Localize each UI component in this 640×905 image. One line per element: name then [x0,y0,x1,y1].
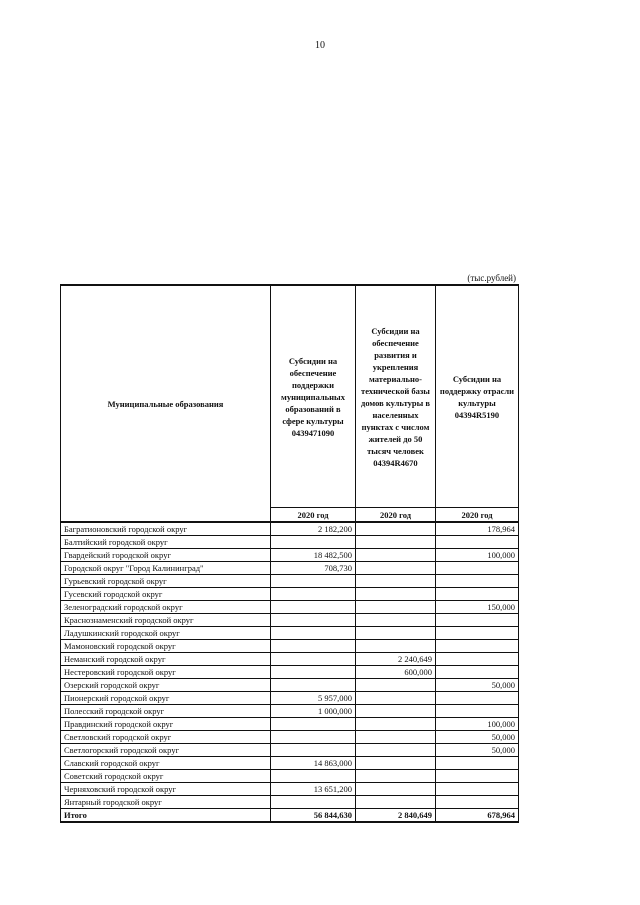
table-body [61,522,519,822]
cell-col1 [271,679,356,692]
cell-col1 [271,575,356,588]
header-year2: 2020 год [356,508,436,523]
cell-col3 [436,588,519,601]
table-row [61,640,519,653]
total-row [61,809,519,823]
table-row [61,522,519,536]
table-row [61,718,519,731]
cell-col3 [436,575,519,588]
cell-col1: 1 000,000 [271,705,356,718]
municipality-name: Ладушкинский городской округ [61,627,271,640]
total-col1: 56 844,630 [271,809,356,823]
table-row [61,575,519,588]
cell-col2 [356,796,436,809]
municipality-name: Гусевский городской округ [61,588,271,601]
cell-col2 [356,549,436,562]
cell-col1 [271,601,356,614]
cell-col1: 14 863,000 [271,757,356,770]
cell-col3 [436,627,519,640]
subsidy-table [60,284,519,823]
cell-col1 [271,640,356,653]
table-row [61,601,519,614]
table-row [61,770,519,783]
table-row [61,562,519,575]
cell-col1 [271,588,356,601]
cell-col1 [271,796,356,809]
header-year3: 2020 год [436,508,519,523]
cell-col2 [356,705,436,718]
cell-col1: 13 651,200 [271,783,356,796]
cell-col2 [356,536,436,549]
cell-col1 [271,744,356,757]
municipality-name: Мамоновский городской округ [61,640,271,653]
table-row [61,627,519,640]
municipality-name: Светловский городской округ [61,731,271,744]
municipality-name: Зеленоградский городской округ [61,601,271,614]
cell-col2 [356,588,436,601]
page-number: 10 [315,40,325,51]
cell-col2 [356,679,436,692]
cell-col2 [356,744,436,757]
table-row [61,757,519,770]
cell-col3 [436,666,519,679]
cell-col2 [356,770,436,783]
cell-col2 [356,522,436,536]
header-col3: Субсидии на поддержку отрасли культуры 04394R5190 [436,285,519,508]
cell-col2 [356,757,436,770]
table-row [61,614,519,627]
cell-col2 [356,731,436,744]
header-municipality: Муниципальные образования [61,285,271,522]
municipality-name: Черняховский городской округ [61,783,271,796]
municipality-name: Советский городской округ [61,770,271,783]
cell-col2 [356,783,436,796]
cell-col2: 2 240,649 [356,653,436,666]
table-row [61,549,519,562]
cell-col3 [436,692,519,705]
cell-col3 [436,705,519,718]
cell-col1: 708,730 [271,562,356,575]
cell-col3: 150,000 [436,601,519,614]
cell-col3 [436,562,519,575]
municipality-name: Славский городской округ [61,757,271,770]
municipality-name: Правдинский городской округ [61,718,271,731]
cell-col3: 50,000 [436,744,519,757]
cell-col3 [436,536,519,549]
cell-col3 [436,614,519,627]
cell-col2: 600,000 [356,666,436,679]
cell-col3 [436,796,519,809]
cell-col2 [356,575,436,588]
cell-col3 [436,653,519,666]
municipality-name: Городской округ "Город Калининград" [61,562,271,575]
cell-col2 [356,601,436,614]
municipality-name: Гурьевский городской округ [61,575,271,588]
header-year1: 2020 год [271,508,356,523]
cell-col3: 50,000 [436,679,519,692]
cell-col3: 100,000 [436,718,519,731]
total-col2: 2 840,649 [356,809,436,823]
table-row [61,653,519,666]
total-col3: 678,964 [436,809,519,823]
cell-col1 [271,718,356,731]
cell-col1 [271,770,356,783]
header-col1: Субсидии на обеспечение поддержки муниципальных образований в сфере культуры 0439471090 [271,285,356,508]
cell-col2 [356,614,436,627]
cell-col2 [356,640,436,653]
cell-col3 [436,770,519,783]
municipality-name: Пионерский городской округ [61,692,271,705]
table-row [61,705,519,718]
cell-col3 [436,783,519,796]
cell-col2 [356,562,436,575]
municipality-name: Янтарный городской округ [61,796,271,809]
table-header-row [61,285,519,508]
cell-col3 [436,640,519,653]
units-label: (тыс.рублей) [467,273,516,283]
table-row [61,536,519,549]
table-row [61,679,519,692]
table-row [61,796,519,809]
cell-col3: 178,964 [436,522,519,536]
municipality-name: Багратионовский городской округ [61,522,271,536]
municipality-name: Озерский городской округ [61,679,271,692]
cell-col3: 100,000 [436,549,519,562]
municipality-name: Гвардейский городской округ [61,549,271,562]
cell-col1 [271,653,356,666]
cell-col1 [271,666,356,679]
cell-col3 [436,757,519,770]
table-row [61,731,519,744]
cell-col1: 2 182,200 [271,522,356,536]
cell-col1 [271,614,356,627]
table-row [61,744,519,757]
cell-col3: 50,000 [436,731,519,744]
table-row [61,692,519,705]
cell-col2 [356,718,436,731]
municipality-name: Балтийский городской округ [61,536,271,549]
cell-col1 [271,731,356,744]
municipality-name: Полесский городской округ [61,705,271,718]
cell-col1 [271,536,356,549]
table-row [61,666,519,679]
municipality-name: Светлогорский городской округ [61,744,271,757]
cell-col1 [271,627,356,640]
municipality-name: Краснознаменский городской округ [61,614,271,627]
cell-col1: 5 957,000 [271,692,356,705]
total-label: Итого [61,809,271,823]
cell-col1: 18 482,500 [271,549,356,562]
table-row [61,588,519,601]
cell-col2 [356,692,436,705]
municipality-name: Неманский городской округ [61,653,271,666]
municipality-name: Нестеровский городской округ [61,666,271,679]
header-col2: Субсидии на обеспечение развития и укрепления материально-технической базы домов культуры в населенных пунктах с числом жителей до 50 тысяч человек 04394R4670 [356,285,436,508]
cell-col2 [356,627,436,640]
table-row [61,783,519,796]
